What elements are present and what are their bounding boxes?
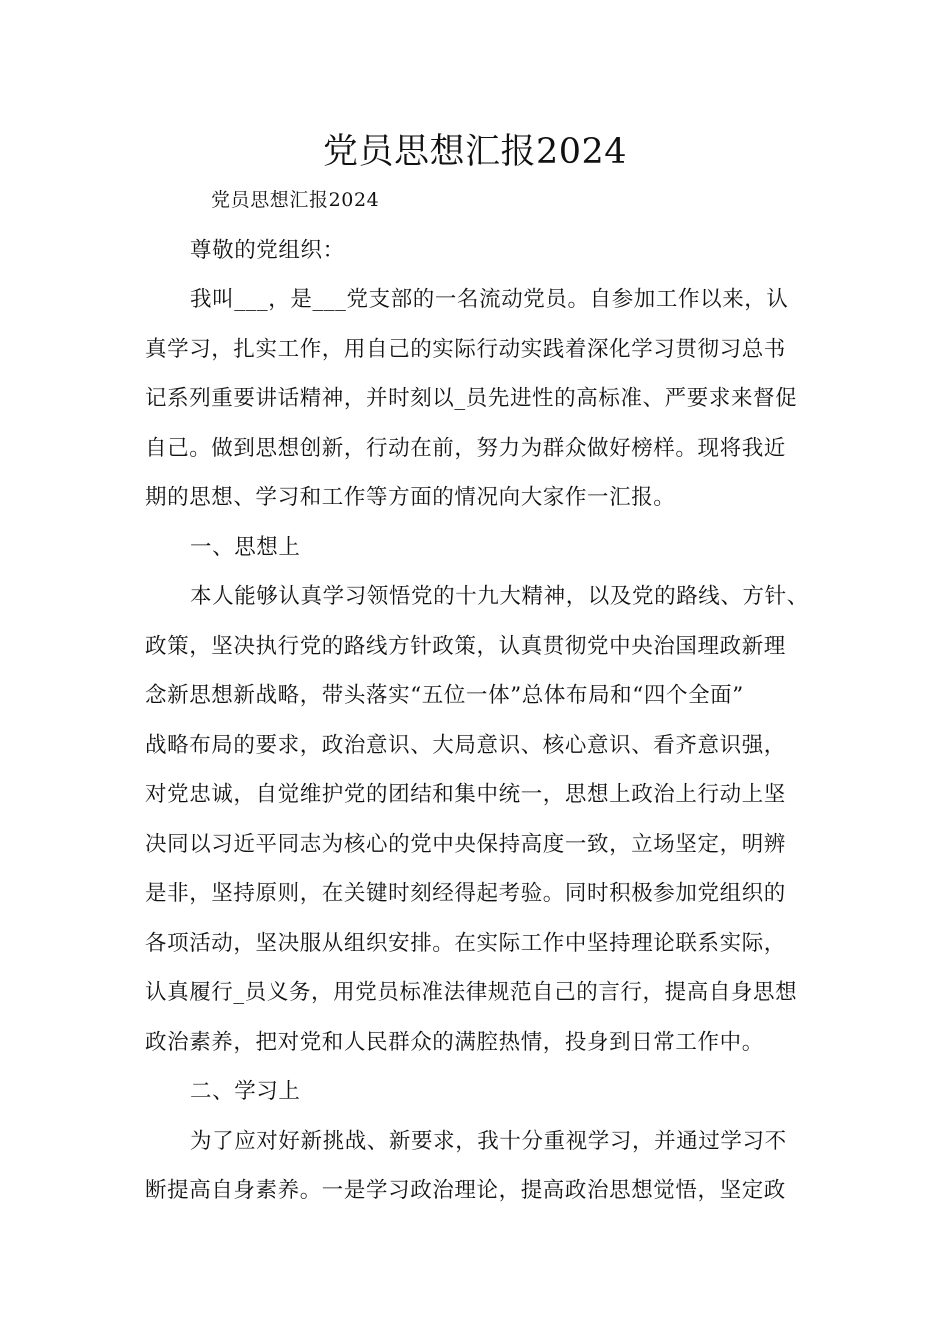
section-heading: 二、学习上	[190, 1079, 301, 1104]
paragraph-line: 我叫___，是___党支部的一名流动党员。自参加工作以来，认	[190, 287, 789, 312]
paragraph-line: 本人能够认真学习领悟党的十九大精神，以及党的路线、方针、	[190, 584, 809, 609]
document-subtitle: 党员思想汇报2024	[211, 189, 380, 211]
salutation: 尊敬的党组织：	[190, 237, 345, 263]
document-body	[145, 176, 815, 1216]
paragraph-line: 认真履行_员义务，用党员标准法律规范自己的言行，提高自身思想	[145, 980, 798, 1005]
paragraph-line: 政治素养，把对党和人民群众的满腔热情，投身到日常工作中。	[145, 1029, 764, 1055]
paragraph-line: 为了应对好新挑战、新要求，我十分重视学习，并通过学习不	[190, 1128, 787, 1154]
paragraph-line: 记系列重要讲话精神，并时刻以_员先进性的高标准、严要求来督促	[145, 386, 798, 411]
paragraph-line: 断提高自身素养。一是学习政治理论，提高政治思想觉悟，坚定政	[145, 1178, 786, 1203]
paragraph-line: 期的思想、学习和工作等方面的情况向大家作一汇报。	[145, 485, 676, 510]
paragraph-line: 对党忠诚，自觉维护党的团结和集中统一，思想上政治上行动上坚	[145, 782, 786, 807]
paragraph-line: 自己。做到思想创新，行动在前，努力为群众做好榜样。现将我近	[145, 435, 786, 461]
paragraph-line: 各项活动，坚决服从组织安排。在实际工作中坚持理论联系实际，	[145, 930, 786, 956]
paragraph-line: 是非，坚持原则，在关键时刻经得起考验。同时积极参加党组织的	[145, 881, 786, 906]
paragraph-line: 念新思想新战略，带头落实“五位一体”总体布局和“四个全面”	[145, 683, 744, 708]
paragraph-line: 真学习，扎实工作，用自己的实际行动实践着深化学习贯彻习总书	[145, 336, 786, 362]
paragraph-line: 决同以习近平同志为核心的党中央保持高度一致，立场坚定，明辨	[145, 831, 786, 857]
paragraph-line: 政策，坚决执行党的路线方针政策，认真贯彻党中央治国理政新理	[145, 633, 786, 659]
document-title: 党员思想汇报2024	[322, 132, 628, 172]
paragraph-line: 战略布局的要求，政治意识、大局意识、核心意识、看齐意识强，	[145, 732, 786, 758]
section-heading: 一、思想上	[190, 534, 301, 560]
